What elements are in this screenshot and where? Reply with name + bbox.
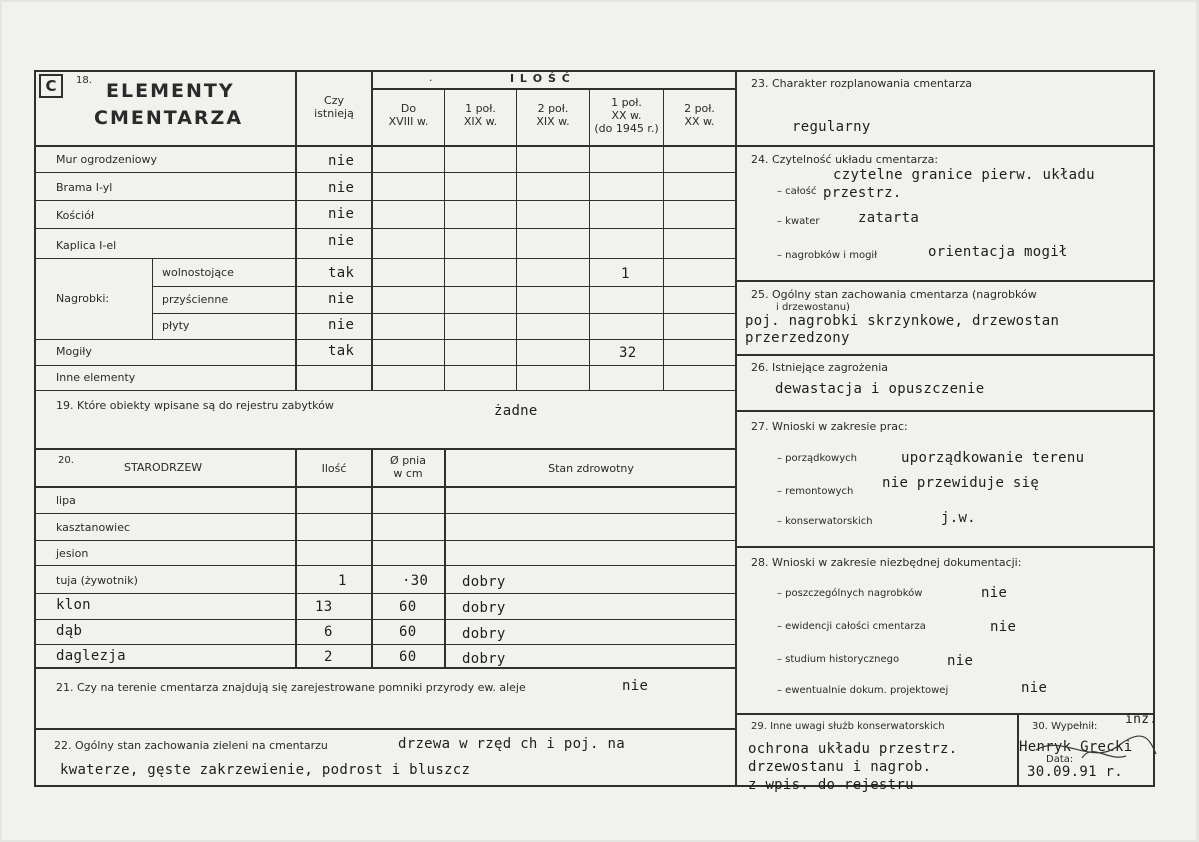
tree-qty: 6: [324, 624, 333, 640]
element-exists: nie: [328, 153, 355, 169]
row-line: [34, 365, 737, 366]
sec20-number: 20.: [58, 455, 74, 466]
sec30-label: 30. Wypełnił:: [1032, 721, 1098, 732]
sec24-nagrobkow-value: orientacja mogił: [928, 244, 1068, 260]
period-header-5: 2 poł. XX w.: [684, 102, 715, 128]
col-health: Stan zdrowotny: [548, 462, 634, 475]
sec24-calosc-value2: przestrz.: [823, 185, 902, 201]
tree-diameter: ·30: [402, 573, 429, 589]
element-label: przyścienne: [162, 293, 229, 306]
tree-name: tuja (żywotnik): [56, 574, 138, 587]
tree-diameter: 60: [399, 624, 417, 640]
element-label: Mur ogrodzeniowy: [56, 153, 157, 166]
sec22-value-line2: kwaterze, gęste zakrzewienie, podrost i bluszcz: [60, 762, 471, 778]
sec29-value-line1: ochrona układu przestrz.: [748, 741, 958, 757]
row-line: [34, 200, 737, 201]
sec30-name: Henryk Grecki: [1019, 739, 1133, 755]
sec24-kwater-label: – kwater: [777, 216, 820, 227]
dot-mark: .: [429, 71, 433, 84]
col-p5-left: [663, 89, 664, 390]
tree-row-line: [34, 486, 737, 488]
element-exists: nie: [328, 291, 355, 307]
element-label: Mogiły: [56, 345, 92, 358]
row-line: [34, 145, 737, 147]
tree-col-line: [444, 450, 446, 668]
sec27-item-label: – porządkowych: [777, 453, 857, 464]
tree-row-line: [34, 619, 737, 620]
element-label: płyty: [162, 319, 190, 332]
element-label: Kościół: [56, 209, 95, 222]
sec24-bottom: [735, 280, 1155, 282]
sec22-label: 22. Ogólny stan zachowania zieleni na cmentarzu: [54, 739, 328, 752]
sec23-label: 23. Charakter rozplanowania cmentarza: [751, 77, 972, 90]
frame-bottom: [34, 785, 1155, 787]
tree-col-line: [295, 450, 297, 668]
tree-col-line: [371, 450, 373, 668]
element-exists: tak: [328, 343, 355, 359]
tree-name: kasztanowiec: [56, 521, 131, 534]
sec18-title-line1: ELEMENTY: [106, 80, 235, 102]
tree-qty: 13: [315, 599, 333, 615]
sec26-label: 26. Istniejące zagrożenia: [751, 361, 889, 374]
main-divider: [735, 70, 737, 786]
sec26-value: dewastacja i opuszczenie: [775, 381, 985, 397]
sec30-date: 30.09.91 r.: [1027, 764, 1124, 780]
nagrobki-divider: [152, 258, 153, 340]
sec24-kwater-value: zatarta: [858, 210, 920, 226]
sec23-value: regularny: [792, 119, 871, 135]
sec28-item-label: – ewidencji całości cmentarza: [777, 621, 926, 632]
sec28-item-value: nie: [981, 585, 1008, 601]
tree-state: dobry: [462, 600, 506, 616]
row-line: [152, 313, 737, 314]
nagrobki-label: Nagrobki:: [56, 292, 110, 305]
sec28-bottom: [735, 713, 1155, 715]
sec18-title-line2: CMENTARZA: [94, 107, 244, 129]
row-line: [34, 339, 737, 340]
tree-name: daglezja: [56, 648, 126, 664]
tree-state: dobry: [462, 626, 506, 642]
sec28-item-value: nie: [990, 619, 1017, 635]
row-line: [34, 228, 737, 229]
tree-state: dobry: [462, 651, 506, 667]
sec27-item-label: – konserwatorskich: [777, 516, 873, 527]
sec20-title: STARODRZEW: [124, 461, 203, 474]
tree-row-line: [34, 593, 737, 594]
frame-top: [34, 70, 1155, 72]
col-ilosc: Ilość: [321, 462, 347, 475]
sec28-item-label: – ewentualnie dokum. projektowej: [777, 685, 949, 696]
frame-left: [34, 70, 36, 786]
tree-qty: 2: [324, 649, 333, 665]
sec27-item-value: uporządkowanie terenu: [901, 450, 1085, 466]
col-czy-header: Czy istnieją: [314, 94, 354, 120]
tree-state: dobry: [462, 574, 506, 590]
tree-row-line: [34, 540, 737, 541]
tree-name: dąb: [56, 623, 83, 639]
sec27-bottom: [735, 546, 1155, 548]
tree-diameter: 60: [399, 649, 417, 665]
element-qty-p4: 32: [619, 345, 637, 361]
tree-row-line: [34, 513, 737, 514]
row-line: [152, 286, 737, 287]
sec27-label: 27. Wnioski w zakresie prac:: [751, 420, 908, 433]
element-label: Brama I-yl: [56, 181, 113, 194]
sec28-item-label: – poszczególnych nagrobków: [777, 588, 923, 599]
element-exists: nie: [328, 180, 355, 196]
period-header-3: 2 poł. XIX w.: [536, 102, 570, 128]
period-header-4: 1 poł. XX w. (do 1945 r.): [594, 96, 659, 135]
tree-name: lipa: [56, 494, 76, 507]
tree-row-line: [34, 565, 737, 566]
sec29-value-line2: drzewostanu i nagrob.: [748, 759, 932, 775]
row-line: [34, 390, 737, 391]
col-p2-left: [444, 89, 445, 390]
col-p3-left: [516, 89, 517, 390]
sec30-date-label: Data:: [1046, 754, 1074, 765]
sec25-value-line2: przerzedzony: [745, 330, 850, 346]
tree-name: jesion: [56, 547, 89, 560]
signature: [1022, 728, 1162, 776]
element-exists: nie: [328, 206, 355, 222]
section-letter: C: [39, 74, 63, 98]
tree-qty: 1: [338, 573, 347, 589]
sec27-item-label: – remontowych: [777, 486, 854, 497]
sec24-calosc-value1: czytelne granice pierw. układu: [833, 167, 1095, 183]
sec25-value-line1: poj. nagrobki skrzynkowe, drzewostan: [745, 313, 1060, 329]
sec18-number: 18.: [76, 75, 92, 86]
sec27-item-value: nie przewiduje się: [882, 475, 1040, 491]
col-czy-left: [295, 70, 297, 390]
sec29-value-line3: z wpis. do rejestru: [748, 777, 914, 793]
element-label: Kaplica I-el: [56, 239, 117, 252]
col-ilosc-header: I L O Ś Ć: [510, 72, 571, 85]
row-line: [34, 172, 737, 173]
ilosc-underline: [371, 88, 737, 90]
sec19-label: 19. Które obiekty wpisane są do rejestru zabytków: [56, 399, 334, 412]
sec23-bottom: [735, 145, 1155, 147]
sec29-label: 29. Inne uwagi służb konserwatorskich: [751, 721, 945, 732]
row-line: [34, 258, 737, 259]
record-card: [2, 2, 1196, 840]
element-label: wolnostojące: [162, 266, 234, 279]
sec21-bottom: [34, 728, 737, 730]
sec22-value-line1: drzewa w rzęd ch i poj. na: [398, 736, 625, 752]
sec28-item-label: – studium historycznego: [777, 654, 900, 665]
sec25-bottom: [735, 354, 1155, 356]
sec27-item-value: j.w.: [941, 510, 976, 526]
sec25-label: 25. Ogólny stan zachowania cmentarza (nagrobków: [751, 288, 1037, 301]
element-exists: nie: [328, 233, 355, 249]
tree-name: klon: [56, 597, 91, 613]
sec19-bottom: [34, 448, 737, 450]
sec21-value: nie: [622, 678, 649, 694]
sec24-nagrobkow-label: – nagrobków i mogił: [777, 250, 878, 261]
sec19-value: żadne: [494, 403, 538, 419]
col-diameter: Ø pnia w cm: [390, 454, 426, 480]
frame-right: [1153, 70, 1155, 786]
sec28-item-value: nie: [1021, 680, 1048, 696]
tree-row-line: [34, 667, 737, 669]
element-exists: tak: [328, 265, 355, 281]
sec28-item-value: nie: [947, 653, 974, 669]
element-qty-p4: 1: [621, 266, 630, 282]
element-exists: nie: [328, 317, 355, 333]
sec24-label: 24. Czytelność układu cmentarza:: [751, 153, 939, 166]
sec26-bottom: [735, 410, 1155, 412]
element-label: Inne elementy: [56, 371, 136, 384]
sec30-title: inż.: [1125, 712, 1158, 727]
sec25-label2: i drzewostanu): [776, 302, 850, 313]
tree-diameter: 60: [399, 599, 417, 615]
period-header-1: Do XVIII w.: [388, 102, 429, 128]
sec21-label: 21. Czy na terenie cmentarza znajdują się zarejestrowane pomniki przyrody ew. aleje: [56, 681, 526, 694]
period-header-2: 1 poł. XIX w.: [463, 102, 498, 128]
tree-row-line: [34, 644, 737, 645]
sec24-calosc-label: – całość: [777, 186, 817, 197]
sec28-label: 28. Wnioski w zakresie niezbędnej dokumentacji:: [751, 556, 1022, 569]
